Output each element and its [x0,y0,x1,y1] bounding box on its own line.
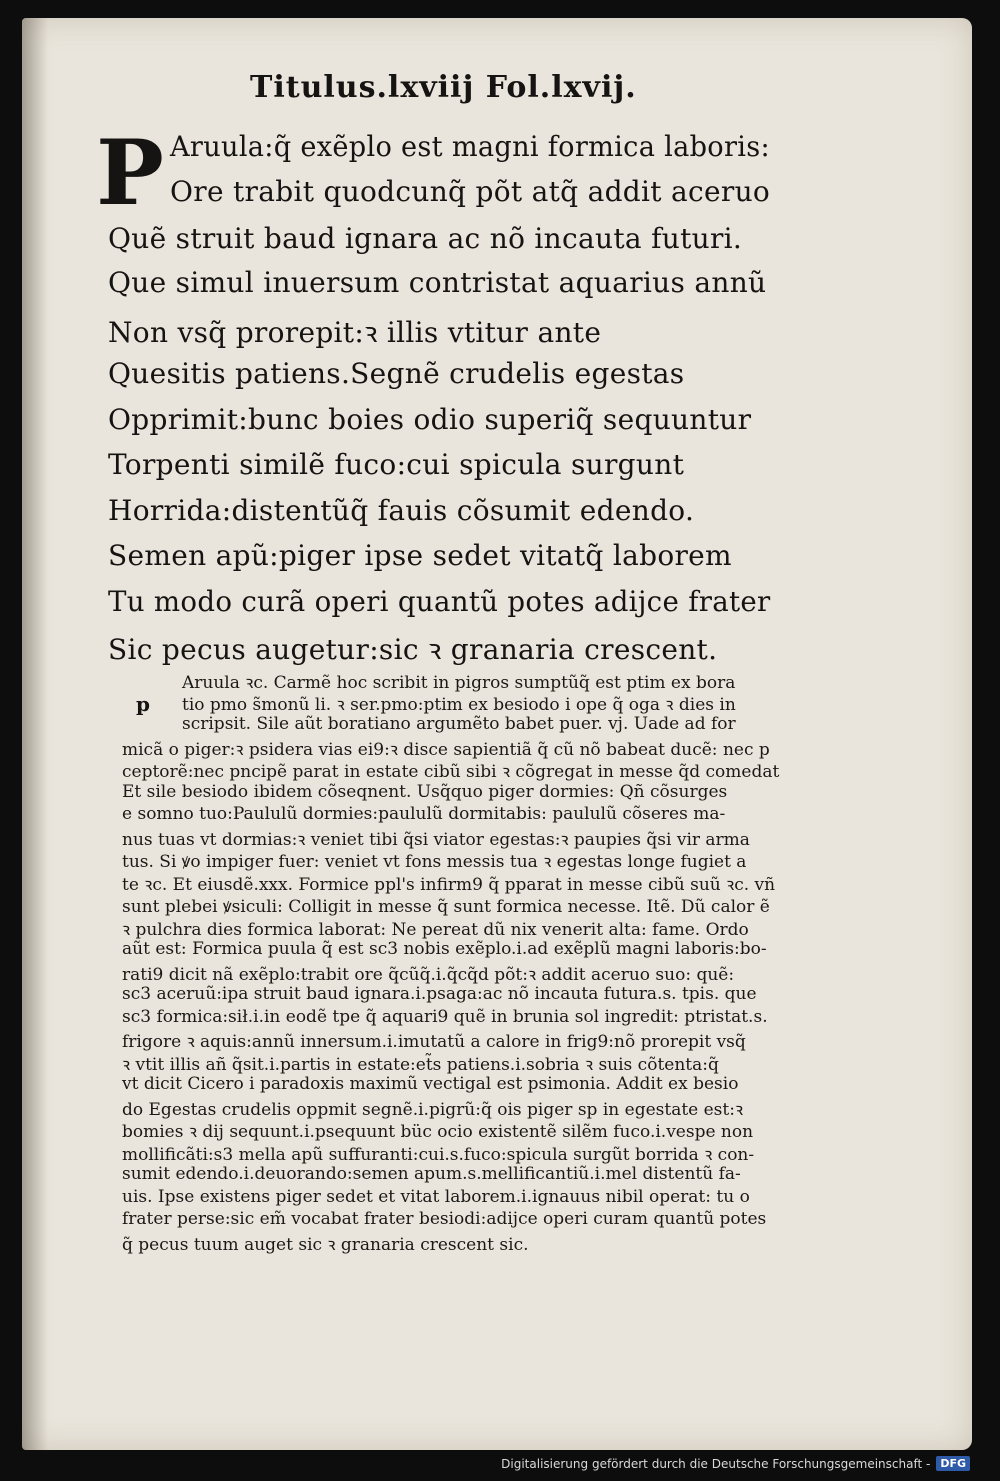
page-header: Titulus.lxviij Fol.lxvij. [250,70,637,105]
footer-credit: Digitalisierung gefördert durch die Deutsche Forschungsgemeinschaft - [501,1456,931,1471]
page-gutter [22,18,48,1450]
commentary-line: te ꝛc. Et eiusdẽ.xxx. Formice ppl's infirm9 q̃ pparat in messe cibũ suũ ꝛc. vñ [122,875,776,895]
commentary-line: e somno tuo:Paululũ dormies:paululũ dormitabis: paululũ cõseres ma- [122,804,726,824]
digitization-footer [501,1456,970,1471]
verse-line: Non vsq̃ prorepit:ꝛ illis vtitur ante [108,316,602,349]
commentary-line: ꝛ vtit illis añ q̃sit.i.partis in estate:et̃s patiens.i.sobria ꝛ suis cõtenta:q̃ [122,1055,719,1075]
verse-line: Tu modo curã operi quantũ potes adijce frater [108,585,771,618]
commentary-line: vt dicit Cicero i paradoxis maximũ vectigal est psimonia. Addit ex besio [122,1074,739,1094]
commentary-line: ceptorẽ:nec pncipẽ parat in estate cibũ sibi ꝛ cõgregat in messe q̃d comedat [122,762,780,782]
commentary-line: Aruula ꝛc. Carmẽ hoc scribit in pigros sumptũq̃ est ptim ex bora [182,673,736,693]
commentary-line: ꝛ pulchra dies formica laborat: Ne pereat dũ nix venerit alta: fame. Ordo [122,920,749,940]
commentary-line: do Egestas crudelis oppmit segnẽ.i.pigrũ:q̃ ois piger sp in egestate est:ꝛ [122,1100,744,1120]
commentary-line: tio pmo s̃monũ li. ꝛ ser.pmo:ptim ex besiodo i ope q̃ oga ꝛ dies in [182,695,736,715]
verse-line: Opprimit:bunc boies odio superiq̃ sequuntur [108,403,752,436]
commentary-line: scripsit. Sile aũt boratiano argumẽto babet puer. vj. Uade ad for [182,714,736,734]
decorated-initial: P [96,120,164,226]
commentary-line: sc3 formica:sił.i.in eodẽ tpe q̃ aquari9 quẽ in brunia sol ingredit: ptristat.s. [122,1007,768,1027]
commentary-line: sunt plebei ꝟsiculi: Colligit in messe q̃ sunt formica necesse. Itẽ. Dũ calor ẽ [122,897,770,917]
commentary-line: Et sile besiodo ibidem cõseqnent. Usq̃quo piger dormies: Qñ cõsurges [122,782,728,802]
verse-line: Horrida:distentũq̃ fauis cõsumit edendo. [108,494,695,527]
commentary-line: nus tuas vt dormias:ꝛ veniet tibi q̃si viator egestas:ꝛ paupies q̃si vir arma [122,830,750,850]
commentary-line: micã o piger:ꝛ psidera vias ei9:ꝛ disce sapientiã q̃ cũ nõ babeat ducẽ: nec p [122,740,770,760]
verse-line: Aruula:q̃ exẽplo est magni formica laboris: [170,130,770,163]
commentary-line: frater perse:sic em̃ vocabat frater besiodi:adijce operi curam quantũ potes [122,1209,767,1229]
verse-line: Torpenti similẽ fuco:cui spicula surgunt [108,448,685,481]
verse-line: Que simul inuersum contristat aquarius annũ [108,266,767,299]
commentary-line: aũt est: Formica puula q̃ est sc3 nobis exẽplo.i.ad exẽplũ magni laboris:bo- [122,939,767,959]
commentary-line: q̃ pecus tuum auget sic ꝛ granaria crescent sic. [122,1235,529,1255]
commentary-line: mollificãti:s3 mella apũ suffuranti:cui.s.fuco:spicula surgũt borrida ꝛ con- [122,1145,755,1165]
commentary-line: rati9 dicit nã exẽplo:trabit ore q̃cũq̃.i.q̃cq̃d põt:ꝛ addit aceruo suo: quẽ: [122,965,735,985]
commentary-initial: p [136,692,150,716]
verse-line: Sic pecus augetur:sic ꝛ granaria crescent. [108,633,718,666]
verse-line: Semen apũ:piger ipse sedet vitatq̃ laborem [108,539,732,572]
commentary-line: sc3 aceruũ:ipa struit baud ignara.i.psaga:ac nõ incauta futura.s. tpis. que [122,984,757,1004]
dfg-logo: DFG [936,1456,970,1471]
commentary-line: frigore ꝛ aquis:annũ innersum.i.imutatũ a calore in frig9:nõ prorepit vsq̃ [122,1032,746,1052]
commentary-line: uis. Ipse existens piger sedet et vitat laborem.i.ignauus nibil operat: tu o [122,1187,750,1207]
verse-line: Quesitis patiens.Segnẽ crudelis egestas [108,357,685,390]
verse-line: Ore trabit quodcunq̃ põt atq̃ addit aceruo [170,175,771,208]
commentary-line: bomies ꝛ dij sequunt.i.psequunt büc ocio existentẽ silẽm fuco.i.vespe non [122,1122,754,1142]
commentary-line: tus. Si ꝟo impiger fuer: veniet vt fons messis tua ꝛ egestas longe fugiet a [122,852,747,872]
commentary-line: sumit edendo.i.deuorando:semen apum.s.mellificantiũ.i.mel distentũ fa- [122,1164,741,1184]
verse-line: Quẽ struit baud ignara ac nõ incauta futuri. [108,222,743,255]
